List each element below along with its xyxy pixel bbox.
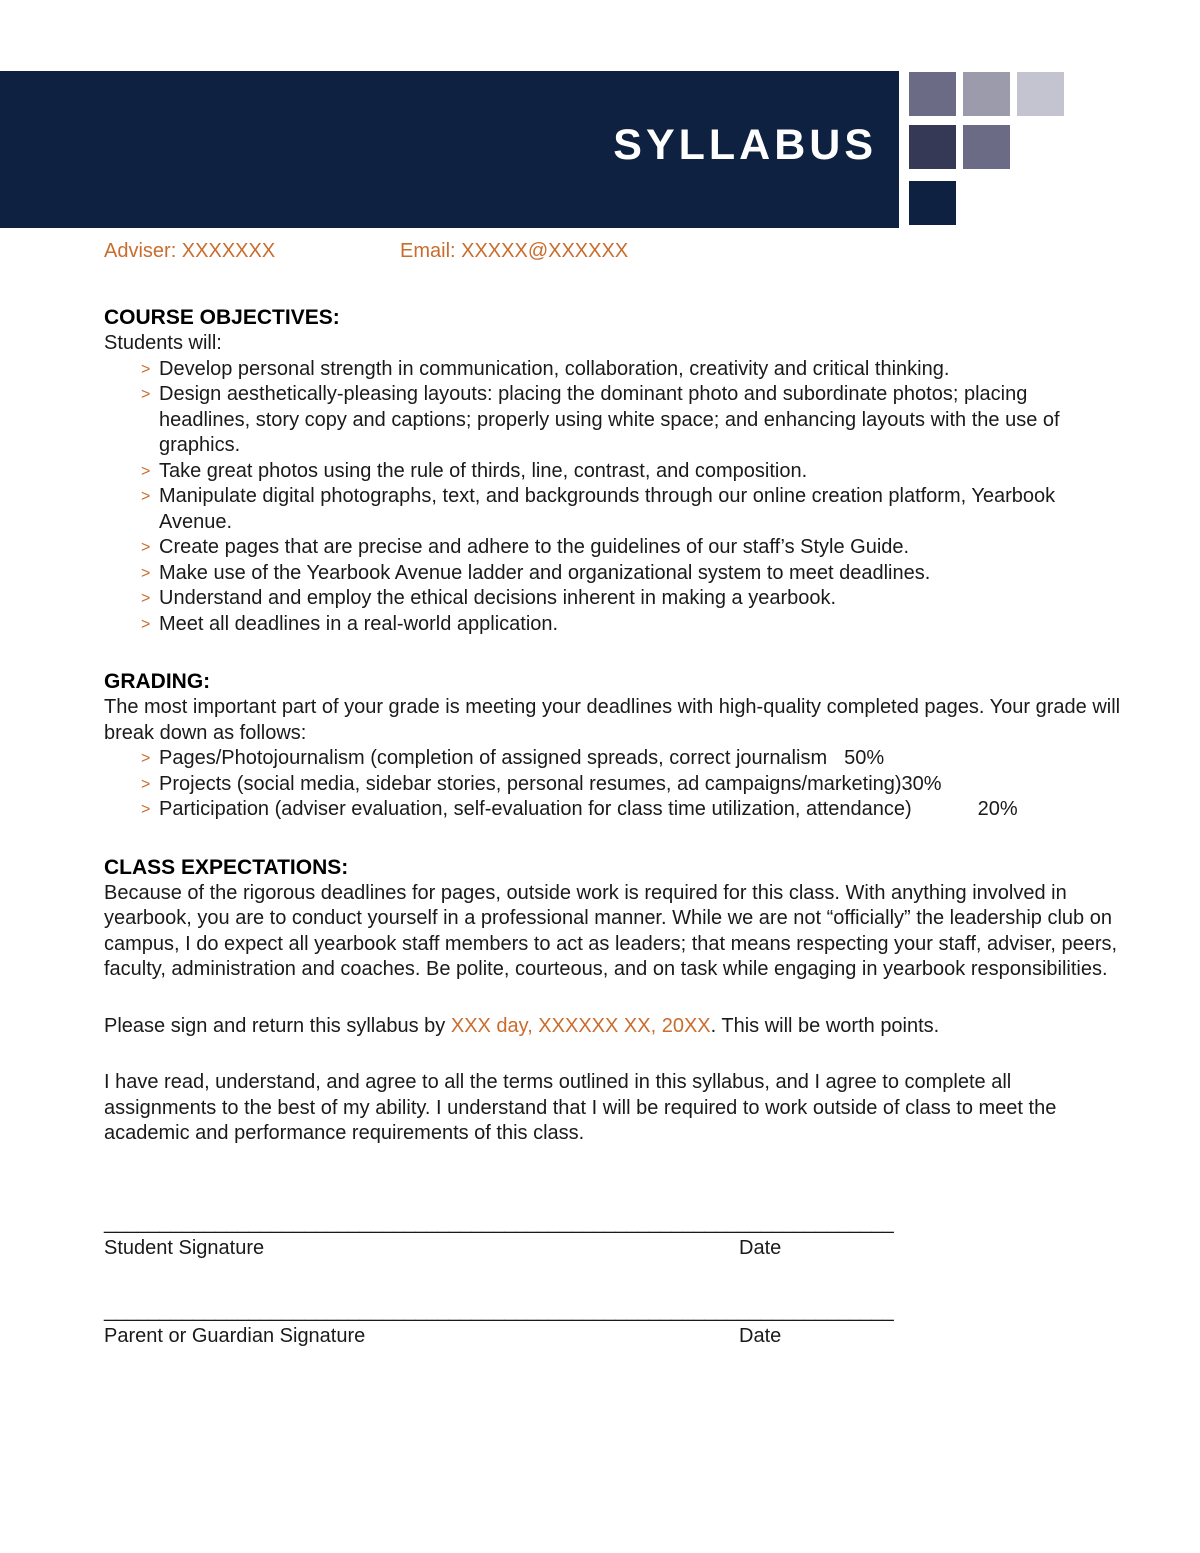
list-item: > Understand and employ the ethical decisions inherent in making a yearbook.: [141, 586, 1124, 612]
list-item: > Make use of the Yearbook Avenue ladder and organizational system to meet deadlines.: [141, 561, 1124, 587]
square-6: [909, 181, 956, 225]
return-note: Please sign and return this syllabus by XXX day, XXXXXX XX, 20XX. This will be worth points.: [104, 1014, 940, 1037]
list-item: > Pages/Photojournalism (completion of assigned spreads, correct journalism 50%: [141, 746, 1124, 772]
course-objectives-section: [104, 304, 1124, 637]
signature-line: _______________________________________________________________________: [104, 1299, 894, 1322]
email-text: Email: XXXXX@XXXXXX: [400, 240, 629, 262]
list-item: > Develop personal strength in communication, collaboration, creativity and critical thinking.: [141, 357, 1124, 383]
grading-list: [104, 746, 1124, 823]
page-title: SYLLABUS: [613, 121, 877, 169]
objectives-list: [104, 357, 1124, 638]
list-item: > Take great photos using the rule of thirds, line, contrast, and composition.: [141, 459, 1124, 485]
chevron-right-icon: >: [141, 615, 151, 633]
grade-percent: 30%: [901, 772, 942, 795]
list-item: > Projects (social media, sidebar stories, personal resumes, ad campaigns/marketing)30%: [141, 772, 1124, 798]
grading-section: [104, 668, 1124, 823]
class-expectations-heading: CLASS EXPECTATIONS:: [104, 855, 349, 879]
student-signature-block: [104, 1211, 1124, 1299]
grade-percent: 20%: [977, 798, 1018, 820]
list-item: > Design aesthetically-pleasing layouts: placing the dominant photo and subordinate photos; placing headlines, story copy and captions; properly using white space; and enhancing layouts with the use of graphics.: [141, 383, 1060, 456]
chevron-right-icon: >: [141, 775, 151, 793]
chevron-right-icon: >: [141, 488, 151, 505]
list-item: > Participation (adviser evaluation, self-evaluation for class time utilization, attendance) 20%: [141, 797, 1124, 823]
square-4: [909, 125, 956, 169]
square-2: [963, 72, 1010, 116]
parent-signature-block: [104, 1299, 1124, 1387]
chevron-right-icon: >: [141, 539, 151, 556]
grade-percent: 50%: [844, 747, 885, 769]
return-date: XXX day, XXXXXX XX, 20XX: [450, 1014, 711, 1037]
chevron-right-icon: >: [141, 750, 151, 767]
chevron-right-icon: >: [141, 462, 151, 480]
parent-signature-label: Parent or Guardian Signature: [104, 1324, 366, 1347]
list-item: > Create pages that are precise and adhere to the guidelines of our staff’s Style Guide.: [141, 535, 1124, 561]
adviser-text: Adviser: XXXXXXX: [104, 240, 276, 262]
square-5: [963, 125, 1010, 169]
agreement-text: I have read, understand, and agree to all the terms outlined in this syllabus, and I agree to complete all assignments to the best of my ability. I understand that I will be required to work outside of class to meet the academic and performance requirements of this class.: [104, 1071, 1057, 1144]
contact-line: [104, 240, 629, 263]
chevron-right-icon: >: [141, 564, 151, 582]
header-banner: [0, 71, 899, 228]
signature-line: _______________________________________________________________________: [104, 1211, 894, 1234]
square-1: [909, 72, 956, 116]
square-3: [1017, 72, 1064, 116]
chevron-right-icon: >: [141, 386, 151, 403]
list-item: > Meet all deadlines in a real-world application.: [141, 612, 1124, 638]
class-expectations-section: [104, 854, 1124, 983]
chevron-right-icon: >: [141, 590, 151, 607]
date-label: Date: [739, 1324, 782, 1347]
class-expectations-body: Because of the rigorous deadlines for pages, outside work is required for this class. With anything involved in yearbook, you are to conduct yourself in a professional manner. While we are not “officially” the leadership club on campus, I do expect all yearbook staff members to act as leaders; that means respecting your staff, adviser, peers, faculty, administration and coaches. Be polite, courteous, and on task while engaging in yearbook responsibilities.: [104, 881, 1118, 980]
list-item: > Manipulate digital photographs, text, and backgrounds through our online creation platform, Yearbook Avenue.: [141, 485, 1056, 533]
grading-intro: The most important part of your grade is meeting your deadlines with high-quality completed pages. Your grade will break down as follows:: [104, 696, 1121, 744]
course-objectives-heading: COURSE OBJECTIVES:: [104, 306, 340, 329]
date-label: Date: [739, 1236, 782, 1259]
chevron-right-icon: >: [141, 801, 151, 818]
chevron-right-icon: >: [141, 360, 151, 378]
student-signature-label: Student Signature: [104, 1236, 265, 1259]
course-objectives-intro: Students will:: [104, 332, 222, 354]
document-body: [104, 304, 1124, 1387]
grading-heading: GRADING:: [104, 670, 211, 693]
